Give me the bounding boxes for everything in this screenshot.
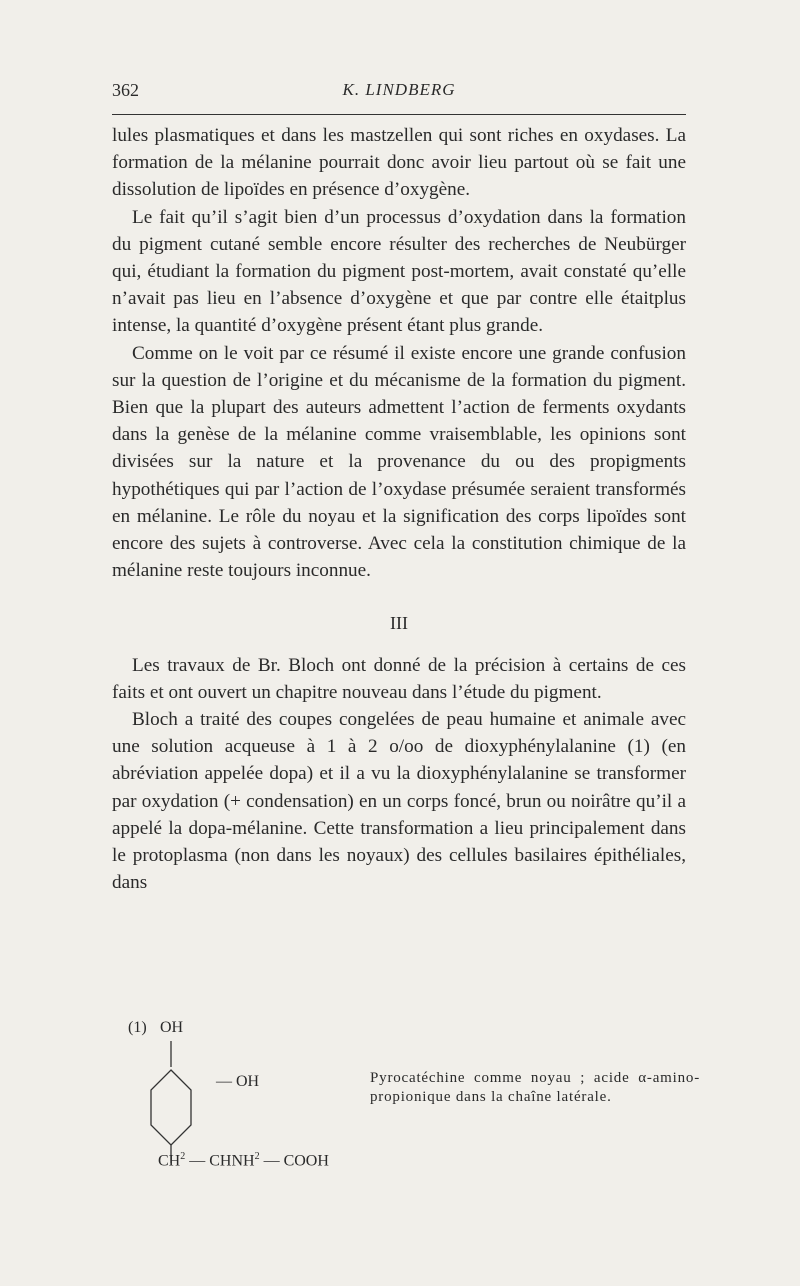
paragraph: Le fait qu’il s’agit bien d’un processus d’oxydation dans la formation du pigment cutané semble encore résulter des recherches de Neubürger qui, étudiant la formation du pigment post-mortem, avait constaté qu’elle n’avait pas lieu en l’absence d’oxygène et que par contre elle étaitplus intense, la quantité d’oxygène présent étant plus grande. [112,206,686,337]
hydroxyl-top: OH [160,1019,184,1036]
benzene-ring-diagram [126,1015,236,1165]
paragraph: Comme on le voit par ce résumé il existe encore une grande confusion sur la question de l’origine et du mécanisme de la formation du pigment. Bien que la plupart des auteurs admettent l’action de ferments oxydants dans la genèse de la mélanine comme vraisemblable, les opinions sont divisées sur la nature et la provenance du ou des propigments hypothétiques qui par l’action de l’oxydase présumée seraient transformés en mélanine. Le rôle du noyau et la signification des corps lipoïdes sont encore des sujets à controverse. Avec cela la constitution chimique de la mélanine reste toujours inconnue. [112,342,686,582]
paragraph: lules plasmatiques et dans les mastzellen qui sont riches en oxydases. La formation de la mélanine pourrait donc avoir lieu partout où se fait une dissolution de lipoïdes en présence d’oxygène. [112,125,686,201]
paragraph: Bloch a traité des coupes congelées de peau humaine et animale avec une solution acqueuse à 1 à 2 o/oo de dioxyphénylalanine (1) (en abréviation appelée dopa) et il a vu la dioxyphénylalanine se transformer par oxydation (+ condensation) en un corps foncé, brun ou noirâtre qu’il a appelé la dopa-mélanine. Cette transformation a lieu principalement dans le protoplasma (non dans les noyaux) des cellules basilaires épithéliales, dans [112,709,686,894]
running-title: K. LINDBERG [342,80,456,99]
footnote-caption: Pyrocatéchine comme noyau ; acide α-amino-propionique dans la chaîne latérale. [370,1070,700,1105]
header-rule [112,114,686,115]
page-number: 362 [112,80,139,100]
page-header [112,80,686,104]
side-chain-formula: $CH^2$ — CHNH$^2$ — COOH [158,1151,329,1170]
section-heading: III [390,613,408,634]
footnote-label: (1) [128,1019,147,1036]
footnote [126,1015,706,1185]
body-text [112,122,686,896]
ring [151,1070,191,1145]
paragraph: Les travaux de Br. Bloch ont donné de la précision à certains de ces faits et ont ouvert un chapitre nouveau dans l’étude du pigment. [112,654,686,703]
hydroxyl-side: — OH [216,1073,260,1090]
